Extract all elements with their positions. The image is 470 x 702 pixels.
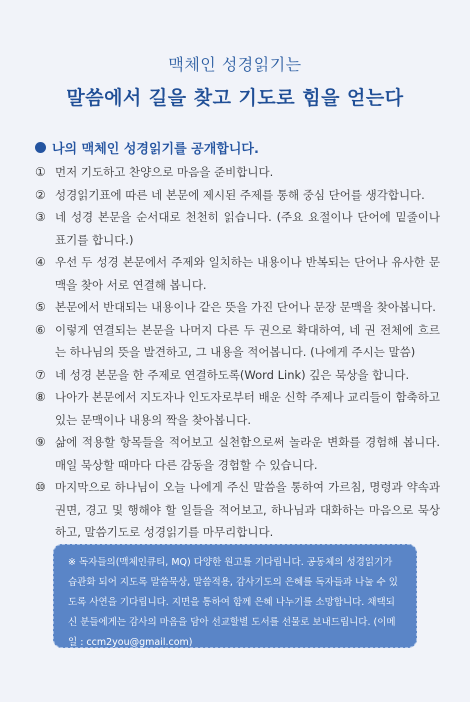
step-text: 먼저 기도하고 찬양으로 마음을 준비합니다.: [55, 165, 274, 179]
step-number: ⑨: [35, 435, 46, 449]
step-text: 네 성경 본문을 한 주제로 연결하도록(Word Link) 깊은 묵상을 합니다.: [55, 367, 410, 382]
step-item: [35, 296, 440, 319]
step-item: [35, 184, 440, 207]
step-text: 나아가 본문에서 지도자나 인도자로부터 배운 신학 주제나 교리들이 함축하고 있는 문맥이나 내용의 짝을 찾아봅니다.: [55, 390, 440, 427]
step-item: [35, 319, 440, 364]
step-item: [35, 431, 440, 476]
page-header: [0, 52, 470, 110]
step-text: 본문에서 반대되는 내용이나 같은 뜻을 가진 단어나 문장 문맥을 찾아봅니다.: [55, 300, 436, 314]
step-text: 우선 두 성경 본문에서 주제와 일치하는 내용이나 반복되는 단어나 유사한 문맥을 찾아 서로 연결해 봅니다.: [55, 255, 440, 292]
step-number: ①: [35, 165, 46, 179]
step-number: ⑩: [35, 480, 46, 494]
step-number: ②: [35, 187, 46, 202]
page-title: 말씀에서 길을 찾고 기도로 힘을 얻는다: [66, 87, 404, 109]
step-text: 삶에 적용할 항목들을 적어보고 실천함으로써 놀라운 변화를 경험해 봅니다. 매일 묵상할 때마다 다른 감동을 경험할 수 있습니다.: [55, 435, 440, 472]
notice-box: ※ 독자들의(맥체인큐티, MQ) 다양한 원고를 기다립니다. 공동체의 성경읽기가 습관화 되어 지도록 말씀묵상, 말씀적용, 감사기도의 은혜를 독자들과 나눌 수 있도록 사연을 기다립니다. 지면을 통하여 함께 은혜 나누기를 소망합니다. 채택되신 분들에게는 감사의 마음을 담아 선교할별 도서를 선물로 보내드립니다. (이메일 : ccm2you@gmail.com): [53, 544, 417, 648]
step-number: ⑤: [35, 300, 46, 314]
step-number: ③: [35, 210, 46, 224]
section-heading: [35, 137, 440, 157]
step-item: [35, 476, 440, 544]
section-heading-text: 나의 맥체인 성경읽기를 공개합니다.: [52, 141, 259, 157]
step-item: [35, 364, 440, 387]
step-item: [35, 386, 440, 431]
step-text: 성경읽기표에 따른 네 본문에 제시된 주제를 통해 중심 단어를 생각합니다.: [55, 187, 425, 202]
step-text: 마지막으로 하나님이 오늘 나에게 주신 말씀을 통하여 가르침, 명령과 약속과 권면, 경고 및 행해야 할 일들을 적어보고, 하나님과 대화하는 마음으로 묵상하고, 말씀기도로 성경읽기를 마무리합니다.: [55, 480, 440, 539]
step-number: ⑥: [35, 322, 46, 337]
step-item: [35, 161, 440, 184]
reading-method-section: [35, 137, 440, 544]
step-number: ⑦: [35, 367, 46, 382]
step-number: ⑧: [35, 390, 46, 404]
page-subtitle: 맥체인 성경읽기는: [168, 55, 302, 74]
bullet-icon: [35, 142, 46, 153]
step-number: ④: [35, 255, 46, 269]
steps-list: [35, 161, 440, 544]
step-item: [35, 206, 440, 251]
step-text: 이렇게 연결되는 본문을 나머지 다른 두 권으로 확대하여, 네 권 전체에 흐르는 하나님의 뜻을 발견하고, 그 내용을 적어봅니다. (나에게 주시는 말씀): [55, 322, 440, 359]
step-item: [35, 251, 440, 296]
step-text: 네 성경 본문을 순서대로 천천히 읽습니다. (주요 요절이나 단어에 밑줄이나 표기를 합니다.): [55, 210, 440, 247]
